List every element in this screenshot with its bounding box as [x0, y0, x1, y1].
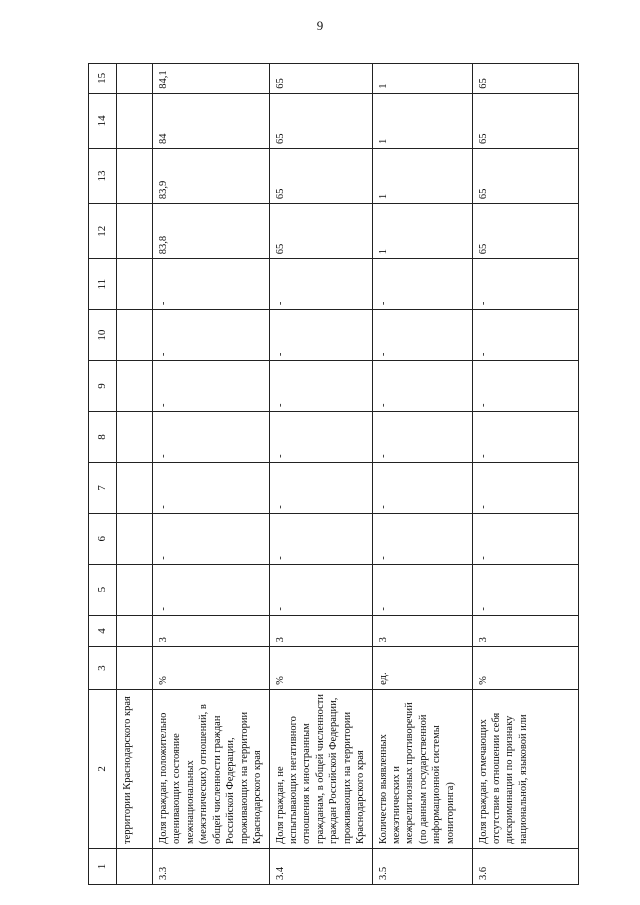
header-cell: 11 — [89, 259, 117, 310]
row-number-cell: 3.3 — [153, 848, 270, 884]
table-cell: - — [153, 310, 270, 361]
indicators-table — [88, 63, 579, 885]
table-cell: - — [269, 411, 372, 462]
table-cell: - — [472, 310, 578, 361]
header-row — [89, 64, 117, 885]
table-cell: 65 — [472, 64, 578, 94]
header-cell: 7 — [89, 462, 117, 513]
header-cell: 9 — [89, 361, 117, 412]
table-cell — [117, 462, 153, 513]
indicator-name-cell: территории Краснодарского края — [117, 689, 153, 848]
header-cell: 10 — [89, 310, 117, 361]
table-cell — [117, 513, 153, 564]
table-cell: 83,9 — [153, 148, 270, 203]
indicator-name-cell: Доля граждан, отмечающих отсутствие в отношении себя дискриминации по признаку национальной, языковой или — [472, 689, 578, 848]
table-cell: 84,1 — [153, 64, 270, 94]
table-cell — [117, 647, 153, 689]
table-cell — [117, 64, 153, 94]
indicator-name-cell: Доля граждан, положительно оценивающих состояние межнациональных (межэтнических) отношений, в общей численности граждан Российской Федерации, проживающих на территории Краснодарского края — [153, 689, 270, 848]
header-cell: 15 — [89, 64, 117, 94]
table-cell: - — [372, 513, 472, 564]
row-number-cell: 3.4 — [269, 848, 372, 884]
table-cell: - — [372, 361, 472, 412]
table-cell: 84 — [153, 93, 270, 148]
table-cell: - — [472, 564, 578, 615]
table-cell: 1 — [372, 148, 472, 203]
table-cell: 65 — [472, 204, 578, 259]
indicator-name-cell: Количество выявленных межэтнических и межрелигиозных противоречий (по данным государственной информационной системы мониторинга) — [372, 689, 472, 848]
table-cell — [117, 848, 153, 884]
table-cell: - — [269, 310, 372, 361]
unit-cell: % — [153, 647, 270, 689]
table-cell: 65 — [269, 64, 372, 94]
table-cell: 3 — [372, 615, 472, 647]
row-number-cell: 3.6 — [472, 848, 578, 884]
header-cell: 4 — [89, 615, 117, 647]
table-cell: - — [372, 411, 472, 462]
table-cell: - — [153, 259, 270, 310]
table-cell: 65 — [269, 148, 372, 203]
table-cell — [117, 411, 153, 462]
table-cell — [117, 310, 153, 361]
indicator-name-cell: Доля граждан, не испытывающих негативного отношения к иностранным гражданам, в общей численности граждан Российской Федерации, проживающих на территории Краснодарского края — [269, 689, 372, 848]
table-cell: 3 — [269, 615, 372, 647]
table-cell: - — [153, 411, 270, 462]
table-cell: - — [372, 310, 472, 361]
header-cell: 13 — [89, 148, 117, 203]
table-cell: - — [372, 462, 472, 513]
table-cell: - — [153, 513, 270, 564]
table-cell: 1 — [372, 204, 472, 259]
table-cell: 1 — [372, 64, 472, 94]
table-cell: - — [472, 462, 578, 513]
table-cell: - — [269, 259, 372, 310]
table-cell: - — [472, 259, 578, 310]
table-cell — [117, 204, 153, 259]
table-cell: 65 — [269, 93, 372, 148]
table-cell — [117, 93, 153, 148]
table-cell: 83,8 — [153, 204, 270, 259]
table-row-continuation — [117, 64, 153, 885]
table-cell — [117, 148, 153, 203]
table-cell: - — [269, 462, 372, 513]
table-cell: - — [372, 259, 472, 310]
header-cell: 5 — [89, 564, 117, 615]
table-cell: 1 — [372, 93, 472, 148]
header-cell: 8 — [89, 411, 117, 462]
table-cell: - — [269, 361, 372, 412]
header-cell: 12 — [89, 204, 117, 259]
table-cell: 65 — [472, 148, 578, 203]
header-cell: 2 — [89, 689, 117, 848]
page-number: 9 — [316, 18, 324, 33]
row-number-cell: 3.5 — [372, 848, 472, 884]
table-cell — [117, 259, 153, 310]
unit-cell: ед. — [372, 647, 472, 689]
table-row-3-4 — [269, 64, 372, 885]
table-cell: - — [472, 361, 578, 412]
rotated-table-frame — [88, 63, 568, 885]
table-cell: - — [153, 361, 270, 412]
table-cell: 3 — [472, 615, 578, 647]
table-cell: 65 — [269, 204, 372, 259]
table-cell: - — [269, 513, 372, 564]
header-cell: 14 — [89, 93, 117, 148]
rotated-table-container — [88, 63, 568, 885]
table-cell — [117, 361, 153, 412]
table-cell: - — [472, 411, 578, 462]
table-row-3-6 — [472, 64, 578, 885]
table-cell: - — [153, 564, 270, 615]
table-cell: 65 — [472, 93, 578, 148]
table-cell — [117, 615, 153, 647]
table-cell: 3 — [153, 615, 270, 647]
header-cell: 6 — [89, 513, 117, 564]
table-row-3-3 — [153, 64, 270, 885]
table-cell: - — [472, 513, 578, 564]
table-cell — [117, 564, 153, 615]
header-cell: 3 — [89, 647, 117, 689]
header-cell: 1 — [89, 848, 117, 884]
unit-cell: % — [472, 647, 578, 689]
unit-cell: % — [269, 647, 372, 689]
table-row-3-5 — [372, 64, 472, 885]
table-cell: - — [269, 564, 372, 615]
table-cell: - — [372, 564, 472, 615]
table-cell: - — [153, 462, 270, 513]
